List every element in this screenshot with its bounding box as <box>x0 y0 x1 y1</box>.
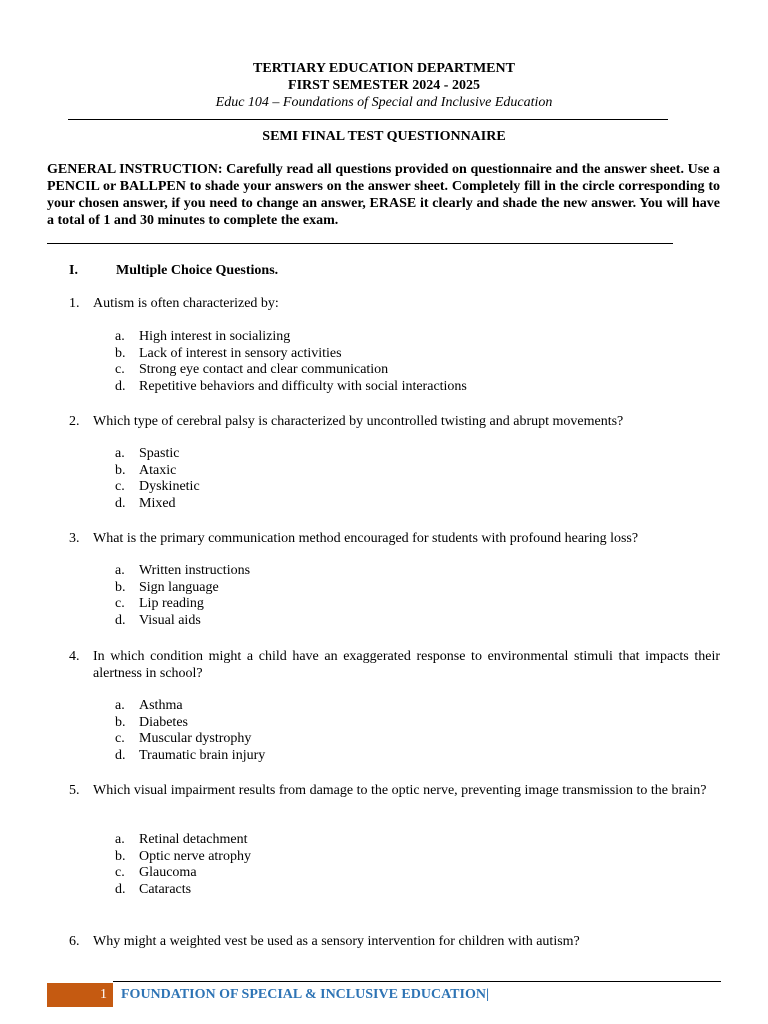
option-a: a. Written instructions <box>115 563 251 578</box>
option-b: b. Lack of interest in sensory activities <box>115 345 342 361</box>
question-4 <box>69 648 720 682</box>
general-instruction: GENERAL INSTRUCTION: Carefully read all questions provided on questionnaire and the answer sheet. Use a PENCIL or BALLPEN to shade your answers on the answer sheet. Completely fill in the circle corresponding to your chosen answer, if you need to change an answer, ERASE it clearly and shade the new answer. You will have a total of 1 and 30 minutes to complete the exam. <box>47 162 720 228</box>
section-heading <box>69 262 278 279</box>
question-4-options <box>115 698 265 765</box>
option-a: a. High interest in socializing <box>115 329 291 344</box>
semester-label: FIRST SEMESTER 2024 - 2025 <box>288 78 480 93</box>
question-text: Which visual impairment results from damage to the optic nerve, preventing image transmission to the brain? <box>93 783 707 798</box>
option-d: d. Mixed <box>115 496 176 512</box>
question-1-options <box>115 329 467 396</box>
option-c: c. Lip reading <box>115 596 204 612</box>
option-a: a. Spastic <box>115 446 180 461</box>
section-number: I. <box>69 263 78 278</box>
question-3 <box>69 530 720 547</box>
footer-title: FOUNDATION OF SPECIAL & INCLUSIVE EDUCATION| <box>121 987 490 1002</box>
page-title: SEMI FINAL TEST QUESTIONNAIRE <box>262 129 506 144</box>
question-number: 4. <box>69 649 80 664</box>
section-title: Multiple Choice Questions. <box>116 263 279 278</box>
option-d: d. Visual aids <box>115 613 201 629</box>
question-2 <box>69 413 720 430</box>
page-number: 1 <box>47 983 113 1007</box>
question-number: 3. <box>69 531 80 546</box>
question-text: Autism is often characterized by: <box>93 296 279 311</box>
option-c: c. Muscular dystrophy <box>115 731 252 747</box>
option-c: c. Glaucoma <box>115 865 197 881</box>
option-b: b. Sign language <box>115 579 219 595</box>
question-5-options <box>115 832 251 899</box>
document-header <box>0 60 768 111</box>
question-text: Which type of cerebral palsy is characterized by uncontrolled twisting and abrupt movements? <box>93 414 624 429</box>
footer-divider <box>113 981 721 982</box>
option-d: d. Cataracts <box>115 882 192 898</box>
option-a: a. Retinal detachment <box>115 832 248 847</box>
header-divider <box>68 119 668 120</box>
question-1 <box>69 295 720 312</box>
question-text: Why might a weighted vest be used as a sensory intervention for children with autism? <box>93 934 580 949</box>
question-3-options <box>115 563 250 630</box>
option-b: b. Ataxic <box>115 462 177 478</box>
option-a: a. Asthma <box>115 698 183 713</box>
question-6 <box>69 933 720 950</box>
option-c: c. Strong eye contact and clear communication <box>115 362 389 378</box>
course-title: Educ 104 – Foundations of Special and Inclusive Education <box>215 95 553 110</box>
instruction-divider <box>47 243 673 244</box>
question-text: In which condition might a child have an exaggerated response to environmental stimuli that impacts their alertness in school? <box>93 649 720 681</box>
option-c: c. Dyskinetic <box>115 479 200 495</box>
question-number: 1. <box>69 296 80 311</box>
question-number: 5. <box>69 783 80 798</box>
option-b: b. Diabetes <box>115 714 188 730</box>
question-number: 6. <box>69 934 80 949</box>
option-d: d. Repetitive behaviors and difficulty with social interactions <box>115 379 467 395</box>
option-b: b. Optic nerve atrophy <box>115 848 251 864</box>
question-2-options <box>115 446 200 513</box>
department-name: TERTIARY EDUCATION DEPARTMENT <box>253 61 515 76</box>
question-5 <box>69 782 720 799</box>
question-text: What is the primary communication method encouraged for students with profound hearing loss? <box>93 531 639 546</box>
question-number: 2. <box>69 414 80 429</box>
option-d: d. Traumatic brain injury <box>115 748 266 764</box>
